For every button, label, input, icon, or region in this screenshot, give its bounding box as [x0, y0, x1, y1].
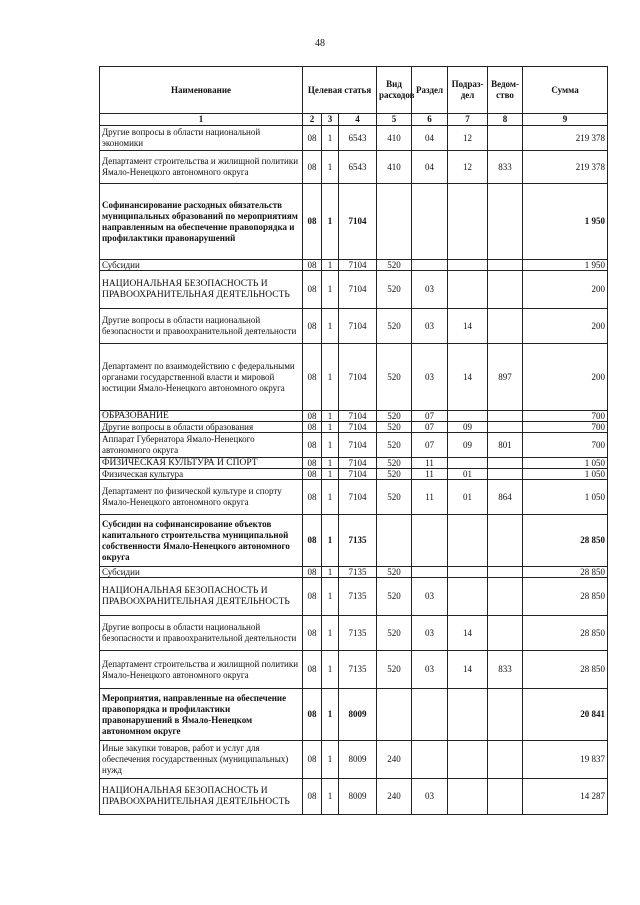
target-code-3-cell: 7104: [339, 433, 377, 458]
target-code-2-cell: 1: [322, 689, 339, 741]
section-cell: 07: [412, 422, 448, 433]
subsection-cell: [448, 779, 488, 815]
header-department: Ведом-ство: [488, 67, 523, 114]
target-code-2-cell: 1: [322, 433, 339, 458]
department-cell: [488, 515, 523, 567]
sum-cell: 200: [523, 344, 608, 411]
target-code-1-cell: 08: [303, 469, 322, 480]
expense-type-cell: 520: [377, 567, 412, 578]
header-name: Наименование: [100, 67, 303, 114]
expense-type-cell: 520: [377, 271, 412, 309]
expense-type-cell: [377, 184, 412, 260]
expense-type-cell: 520: [377, 433, 412, 458]
department-cell: [488, 578, 523, 616]
header-expense-type: Вид расходов: [377, 67, 412, 114]
row-name-cell: Мероприятия, направленные на обеспечение правопорядка и профилактики правонарушений в Ямало-Ненецком автономном округе: [100, 689, 303, 741]
sum-cell: 28 850: [523, 578, 608, 616]
row-name-cell: Департамент строительства и жилищной политики Ямало-Ненецкого автономного округа: [100, 151, 303, 184]
expense-type-cell: 520: [377, 422, 412, 433]
department-cell: [488, 689, 523, 741]
row-name-cell: Другие вопросы в области национальной безопасности и правоохранительной деятельности: [100, 616, 303, 651]
subsection-cell: [448, 271, 488, 309]
sum-cell: 200: [523, 271, 608, 309]
sum-cell: 1 950: [523, 260, 608, 271]
section-cell: [412, 741, 448, 779]
subsection-cell: [448, 567, 488, 578]
department-cell: 897: [488, 344, 523, 411]
expense-type-cell: 520: [377, 344, 412, 411]
target-code-3-cell: 8009: [339, 741, 377, 779]
row-name-cell: Другие вопросы в области национальной экономики: [100, 126, 303, 151]
subsection-cell: 09: [448, 433, 488, 458]
target-code-1-cell: 08: [303, 578, 322, 616]
subsection-cell: [448, 578, 488, 616]
target-code-2-cell: 1: [322, 578, 339, 616]
target-code-1-cell: 08: [303, 271, 322, 309]
target-code-3-cell: 7104: [339, 480, 377, 515]
section-cell: [412, 260, 448, 271]
department-cell: [488, 779, 523, 815]
subsection-cell: 12: [448, 126, 488, 151]
target-code-2-cell: 1: [322, 184, 339, 260]
row-name-cell: ФИЗИЧЕСКАЯ КУЛЬТУРА И СПОРТ: [100, 458, 303, 469]
subsection-cell: 14: [448, 309, 488, 344]
target-code-2-cell: 1: [322, 480, 339, 515]
sum-cell: 1 050: [523, 458, 608, 469]
expense-type-cell: 520: [377, 480, 412, 515]
sum-cell: 219 378: [523, 151, 608, 184]
sum-cell: 28 850: [523, 651, 608, 689]
page-number: 48: [315, 38, 325, 49]
department-cell: [488, 309, 523, 344]
column-number-row: [100, 114, 608, 126]
expense-type-cell: 240: [377, 741, 412, 779]
target-code-2-cell: 1: [322, 779, 339, 815]
target-code-1-cell: 08: [303, 433, 322, 458]
target-code-1-cell: 08: [303, 422, 322, 433]
section-cell: [412, 689, 448, 741]
section-cell: 03: [412, 271, 448, 309]
table-row: [100, 567, 608, 578]
target-code-1-cell: 08: [303, 151, 322, 184]
subsection-cell: 14: [448, 651, 488, 689]
target-code-3-cell: 7104: [339, 260, 377, 271]
subsection-cell: 14: [448, 616, 488, 651]
header-section: Раздел: [412, 67, 448, 114]
department-cell: [488, 411, 523, 422]
expense-type-cell: 520: [377, 469, 412, 480]
sum-cell: 28 850: [523, 567, 608, 578]
target-code-1-cell: 08: [303, 567, 322, 578]
row-name-cell: НАЦИОНАЛЬНАЯ БЕЗОПАСНОСТЬ И ПРАВООХРАНИТЕЛЬНАЯ ДЕЯТЕЛЬНОСТЬ: [100, 271, 303, 309]
table-row: [100, 411, 608, 422]
department-cell: [488, 458, 523, 469]
target-code-1-cell: 08: [303, 309, 322, 344]
target-code-2-cell: 1: [322, 616, 339, 651]
department-cell: [488, 567, 523, 578]
target-code-1-cell: 08: [303, 411, 322, 422]
row-name-cell: Другие вопросы в области национальной безопасности и правоохранительной деятельности: [100, 309, 303, 344]
expense-type-cell: 520: [377, 616, 412, 651]
target-code-3-cell: 7135: [339, 616, 377, 651]
target-code-3-cell: 7104: [339, 469, 377, 480]
section-cell: 03: [412, 779, 448, 815]
sum-cell: 20 841: [523, 689, 608, 741]
sum-cell: 200: [523, 309, 608, 344]
section-cell: 04: [412, 126, 448, 151]
target-code-2-cell: 1: [322, 271, 339, 309]
department-cell: 833: [488, 151, 523, 184]
row-name-cell: Софинансирование расходных обязательств муниципальных образований по мероприятиям направленным на обеспечение правопорядка и профилактики правонарушений: [100, 184, 303, 260]
target-code-3-cell: 7135: [339, 515, 377, 567]
column-number: 1: [100, 114, 303, 126]
sum-cell: 700: [523, 433, 608, 458]
target-code-3-cell: 7104: [339, 344, 377, 411]
target-code-2-cell: 1: [322, 567, 339, 578]
target-code-2-cell: 1: [322, 411, 339, 422]
header-target: Целевая статья: [303, 67, 377, 114]
row-name-cell: Иные закупки товаров, работ и услуг для обеспечения государственных (муниципальных) нужд: [100, 741, 303, 779]
section-cell: 03: [412, 578, 448, 616]
section-cell: 03: [412, 651, 448, 689]
section-cell: [412, 515, 448, 567]
table-body: [100, 126, 608, 815]
target-code-2-cell: 1: [322, 458, 339, 469]
table-row: [100, 309, 608, 344]
expense-type-cell: 520: [377, 458, 412, 469]
target-code-2-cell: 1: [322, 422, 339, 433]
expense-type-cell: 520: [377, 260, 412, 271]
target-code-2-cell: 1: [322, 309, 339, 344]
expense-type-cell: 520: [377, 578, 412, 616]
row-name-cell: НАЦИОНАЛЬНАЯ БЕЗОПАСНОСТЬ И ПРАВООХРАНИТЕЛЬНАЯ ДЕЯТЕЛЬНОСТЬ: [100, 578, 303, 616]
target-code-2-cell: 1: [322, 126, 339, 151]
target-code-2-cell: 1: [322, 651, 339, 689]
expense-type-cell: [377, 689, 412, 741]
subsection-cell: 01: [448, 469, 488, 480]
table-row: [100, 260, 608, 271]
target-code-3-cell: 7135: [339, 651, 377, 689]
target-code-2-cell: 1: [322, 260, 339, 271]
sum-cell: 28 850: [523, 515, 608, 567]
section-cell: [412, 567, 448, 578]
column-number: 7: [448, 114, 488, 126]
sum-cell: 219 378: [523, 126, 608, 151]
target-code-3-cell: 7135: [339, 578, 377, 616]
sum-cell: 1 050: [523, 469, 608, 480]
department-cell: 833: [488, 651, 523, 689]
subsection-cell: 12: [448, 151, 488, 184]
department-cell: [488, 469, 523, 480]
department-cell: 864: [488, 480, 523, 515]
table-row: [100, 184, 608, 260]
subsection-cell: 14: [448, 344, 488, 411]
section-cell: 03: [412, 344, 448, 411]
expense-type-cell: 410: [377, 126, 412, 151]
sum-cell: 700: [523, 422, 608, 433]
table-row: [100, 515, 608, 567]
target-code-1-cell: 08: [303, 458, 322, 469]
target-code-3-cell: 8009: [339, 689, 377, 741]
department-cell: [488, 422, 523, 433]
target-code-3-cell: 7135: [339, 567, 377, 578]
target-code-1-cell: 08: [303, 480, 322, 515]
department-cell: [488, 184, 523, 260]
department-cell: [488, 616, 523, 651]
table-row: [100, 271, 608, 309]
section-cell: 07: [412, 433, 448, 458]
section-cell: 11: [412, 469, 448, 480]
column-number: 6: [412, 114, 448, 126]
table-row: [100, 458, 608, 469]
target-code-1-cell: 08: [303, 260, 322, 271]
sum-cell: 19 837: [523, 741, 608, 779]
sum-cell: 1 950: [523, 184, 608, 260]
section-cell: 11: [412, 458, 448, 469]
target-code-1-cell: 08: [303, 689, 322, 741]
expense-type-cell: 520: [377, 309, 412, 344]
section-cell: 07: [412, 411, 448, 422]
department-cell: [488, 260, 523, 271]
header-sum: Сумма: [523, 67, 608, 114]
target-code-1-cell: 08: [303, 779, 322, 815]
subsection-cell: [448, 458, 488, 469]
table-row: [100, 779, 608, 815]
row-name-cell: НАЦИОНАЛЬНАЯ БЕЗОПАСНОСТЬ И ПРАВООХРАНИТЕЛЬНАЯ ДЕЯТЕЛЬНОСТЬ: [100, 779, 303, 815]
table-row: [100, 689, 608, 741]
table-row: [100, 433, 608, 458]
column-number: 4: [339, 114, 377, 126]
column-number: 5: [377, 114, 412, 126]
target-code-1-cell: 08: [303, 184, 322, 260]
row-name-cell: Субсидии: [100, 260, 303, 271]
target-code-2-cell: 1: [322, 344, 339, 411]
section-cell: 04: [412, 151, 448, 184]
section-cell: 03: [412, 309, 448, 344]
section-cell: 11: [412, 480, 448, 515]
row-name-cell: Аппарат Губернатора Ямало-Ненецкого автономного округа: [100, 433, 303, 458]
target-code-3-cell: 8009: [339, 779, 377, 815]
row-name-cell: ОБРАЗОВАНИЕ: [100, 411, 303, 422]
target-code-1-cell: 08: [303, 344, 322, 411]
target-code-3-cell: 7104: [339, 458, 377, 469]
column-number: 2: [303, 114, 322, 126]
target-code-1-cell: 08: [303, 616, 322, 651]
target-code-1-cell: 08: [303, 741, 322, 779]
table-row: [100, 469, 608, 480]
table-row: [100, 126, 608, 151]
sum-cell: 1 050: [523, 480, 608, 515]
target-code-2-cell: 1: [322, 151, 339, 184]
sum-cell: 28 850: [523, 616, 608, 651]
sum-cell: 14 287: [523, 779, 608, 815]
sum-cell: 700: [523, 411, 608, 422]
subsection-cell: [448, 741, 488, 779]
column-number: 3: [322, 114, 339, 126]
expense-type-cell: 520: [377, 651, 412, 689]
department-cell: [488, 741, 523, 779]
subsection-cell: [448, 411, 488, 422]
table-row: [100, 480, 608, 515]
expense-type-cell: [377, 515, 412, 567]
target-code-3-cell: 7104: [339, 271, 377, 309]
target-code-2-cell: 1: [322, 741, 339, 779]
target-code-3-cell: 7104: [339, 184, 377, 260]
header-row: [100, 67, 608, 114]
department-cell: [488, 271, 523, 309]
target-code-2-cell: 1: [322, 469, 339, 480]
row-name-cell: Департамент по физической культуре и спорту Ямало-Ненецкого автономного округа: [100, 480, 303, 515]
target-code-3-cell: 7104: [339, 411, 377, 422]
column-number: 8: [488, 114, 523, 126]
section-cell: [412, 184, 448, 260]
row-name-cell: Субсидии: [100, 567, 303, 578]
subsection-cell: [448, 515, 488, 567]
table-row: [100, 651, 608, 689]
target-code-3-cell: 6543: [339, 151, 377, 184]
row-name-cell: Департамент по взаимодействию с федеральными органами государственной власти и мировой юстиции Ямало-Ненецкого автономного округа: [100, 344, 303, 411]
expense-type-cell: 240: [377, 779, 412, 815]
row-name-cell: Субсидии на софинансирование объектов капитального строительства муниципальной собственности Ямало-Ненецкого автономного округа: [100, 515, 303, 567]
table-row: [100, 151, 608, 184]
row-name-cell: Департамент строительства и жилищной политики Ямало-Ненецкого автономного округа: [100, 651, 303, 689]
table-row: [100, 344, 608, 411]
target-code-2-cell: 1: [322, 515, 339, 567]
table-row: [100, 741, 608, 779]
target-code-3-cell: 7104: [339, 309, 377, 344]
column-number: 9: [523, 114, 608, 126]
subsection-cell: 01: [448, 480, 488, 515]
target-code-3-cell: 6543: [339, 126, 377, 151]
target-code-3-cell: 7104: [339, 422, 377, 433]
target-code-1-cell: 08: [303, 126, 322, 151]
expense-type-cell: 410: [377, 151, 412, 184]
target-code-1-cell: 08: [303, 515, 322, 567]
row-name-cell: Другие вопросы в области образования: [100, 422, 303, 433]
header-subsection: Подраз-дел: [448, 67, 488, 114]
row-name-cell: Физическая культура: [100, 469, 303, 480]
subsection-cell: [448, 689, 488, 741]
department-cell: 801: [488, 433, 523, 458]
target-code-1-cell: 08: [303, 651, 322, 689]
budget-table: [99, 66, 608, 815]
section-cell: 03: [412, 616, 448, 651]
table-row: [100, 616, 608, 651]
table-row: [100, 578, 608, 616]
subsection-cell: [448, 260, 488, 271]
table-row: [100, 422, 608, 433]
expense-type-cell: 520: [377, 411, 412, 422]
department-cell: [488, 126, 523, 151]
subsection-cell: [448, 184, 488, 260]
subsection-cell: 09: [448, 422, 488, 433]
